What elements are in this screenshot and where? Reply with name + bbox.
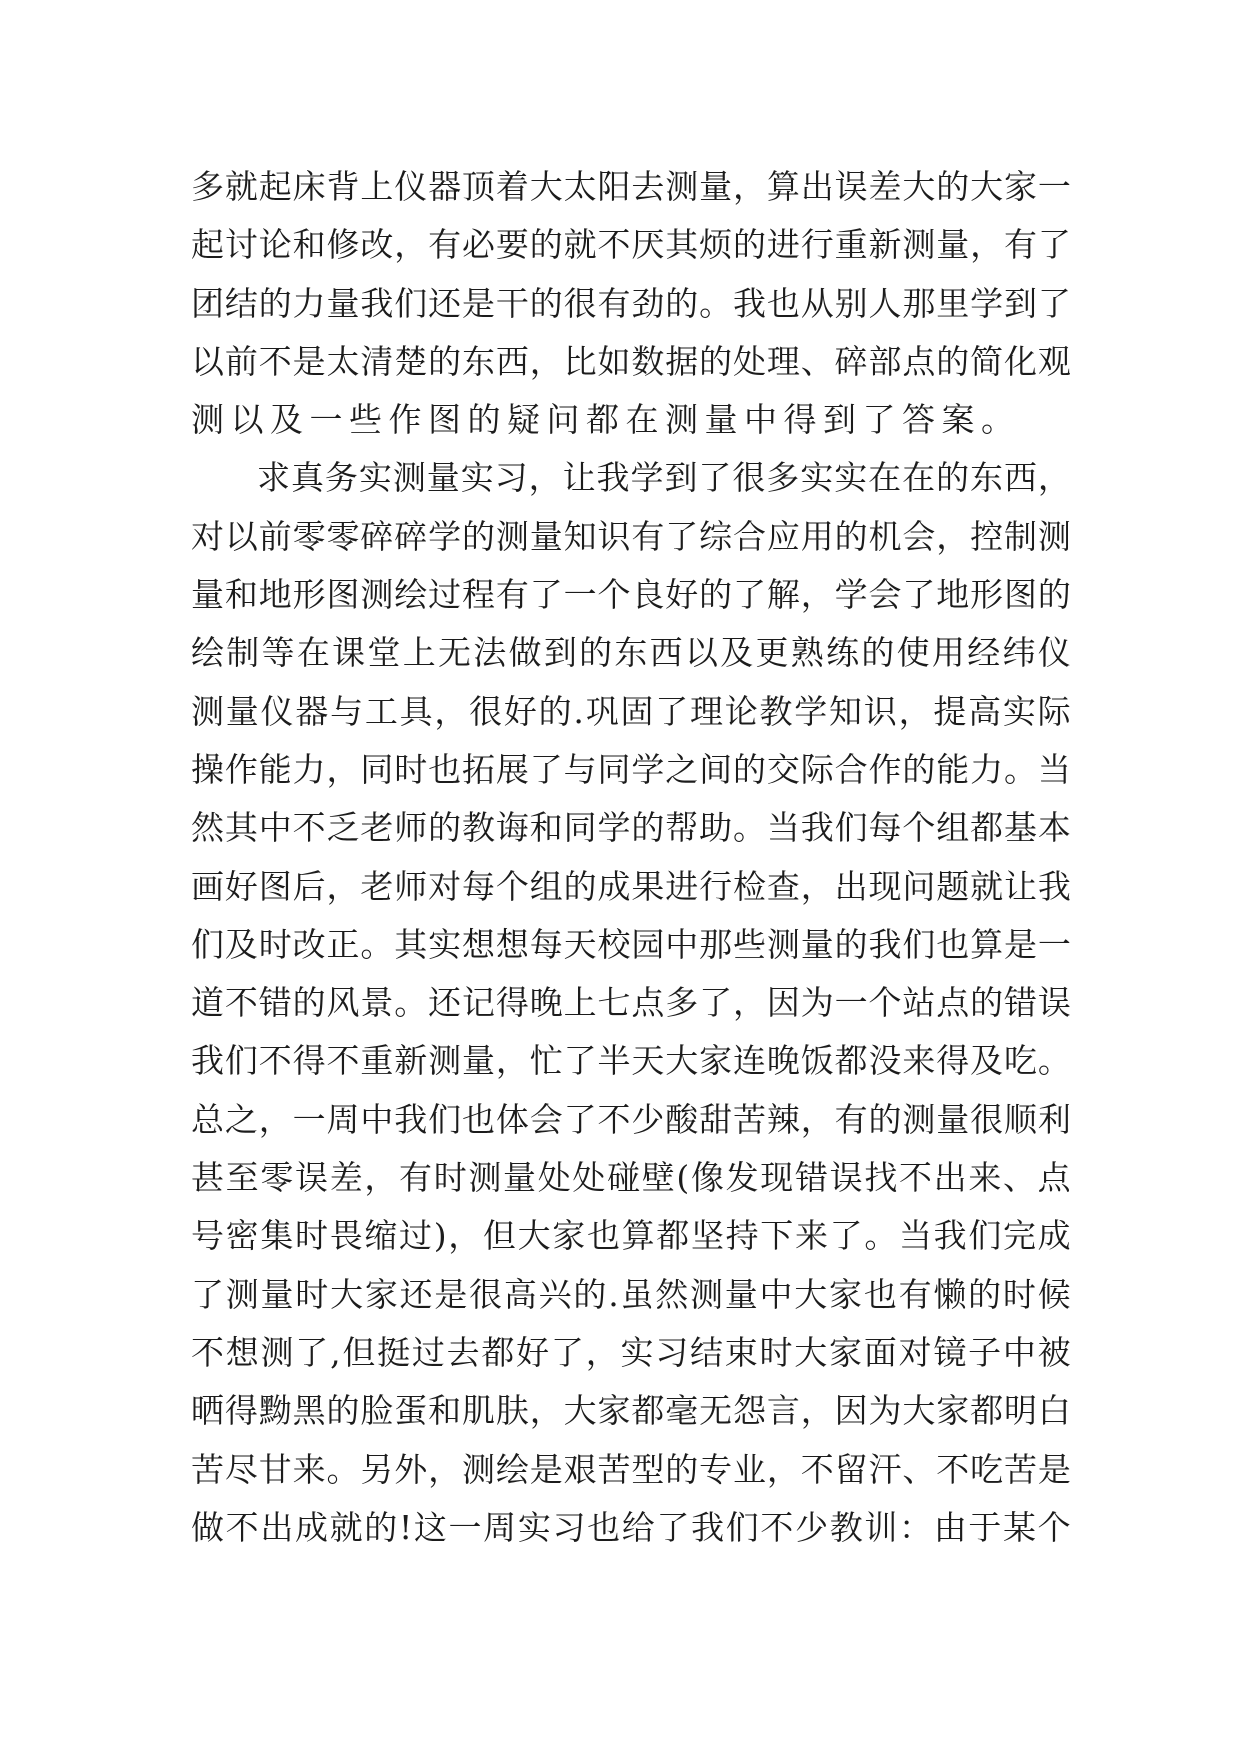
text-line: 然 其 中 不 乏 老 师 的 教 诲 和 同 学 的 帮 助 。 当 我 们 每 个 组 都 基 本 (191, 808, 1071, 848)
text-line: 号 密 集 时 畏 缩 过 ) ， 但 大 家 也 算 都 坚 持 下 来 了 。 当 我 们 完 成 (191, 1216, 1071, 1256)
text-line: 们 及 时 改 正 。 其 实 想 想 每 天 校 园 中 那 些 测 量 的 我 们 也 算 是 一 (191, 924, 1071, 964)
text-line: 我 们 不 得 不 重 新 测 量 ， 忙 了 半 天 大 家 连 晚 饭 都 没 来 得 及 吃 。 (191, 1041, 1071, 1081)
text-line: 测以及一些作图的疑问都在测量中得到了答案。 (191, 400, 1021, 440)
text-line: 画 好 图 后 ， 老 师 对 每 个 组 的 成 果 进 行 检 查 ， 出 现 问 题 就 让 我 (191, 866, 1071, 906)
paragraph (191, 449, 1071, 1557)
text-line: 绘 制 等 在 课 堂 上 无 法 做 到 的 东 西 以 及 更 熟 练 的 使 用 经 纬 仪 (191, 633, 1071, 673)
text-line: 总 之 ， 一 周 中 我 们 也 体 会 了 不 少 酸 甜 苦 辣 ， 有 的 测 量 很 顺 利 (191, 1099, 1071, 1139)
text-line: 了 测 量 时 大 家 还 是 很 高 兴 的 . 虽 然 测 量 中 大 家 也 有 懒 的 时 候 (191, 1274, 1071, 1314)
text-line: 苦 尽 甘 来 。 另 外 ， 测 绘 是 艰 苦 型 的 专 业 ， 不 留 汗 、 不 吃 苦 是 (191, 1449, 1071, 1489)
text-line: 以 前 不 是 太 清 楚 的 东 西 ， 比 如 数 据 的 处 理 、 碎 部 点 的 简 化 观 (191, 341, 1071, 381)
text-line: 求 真 务 实 测 量 实 习 ， 让 我 学 到 了 很 多 实 实 在 在 的 东 西 ， (257, 458, 1071, 498)
text-line: 晒 得 黝 黑 的 脸 蛋 和 肌 肤 ， 大 家 都 毫 无 怨 言 ， 因 为 大 家 都 明 白 (191, 1391, 1071, 1431)
text-line: 甚 至 零 误 差 ， 有 时 测 量 处 处 碰 壁 ( 像 发 现 错 误 找 不 出 来 、 点 (191, 1158, 1071, 1198)
text-line: 对 以 前 零 零 碎 碎 学 的 测 量 知 识 有 了 综 合 应 用 的 机 会 ， 控 制 测 (191, 516, 1071, 556)
text-line: 道 不 错 的 风 景 。 还 记 得 晚 上 七 点 多 了 ， 因 为 一 个 站 点 的 错 误 (191, 983, 1071, 1023)
text-line: 量 和 地 形 图 测 绘 过 程 有 了 一 个 良 好 的 了 解 ， 学 会 了 地 形 图 的 (191, 575, 1071, 615)
text-line: 不 想 测 了 , 但 挺 过 去 都 好 了 ， 实 习 结 束 时 大 家 面 对 镜 子 中 被 (191, 1332, 1071, 1372)
paragraph (191, 158, 1071, 449)
text-line: 做 不 出 成 就 的 ! 这 一 周 实 习 也 给 了 我 们 不 少 教 训 ： 由 于 某 个 (191, 1507, 1071, 1547)
text-line: 操 作 能 力 ， 同 时 也 拓 展 了 与 同 学 之 间 的 交 际 合 作 的 能 力 。 当 (191, 749, 1071, 789)
text-line: 多 就 起 床 背 上 仪 器 顶 着 大 太 阳 去 测 量 ， 算 出 误 差 大 的 大 家 一 (191, 167, 1071, 206)
document-body (191, 158, 1071, 1557)
text-line: 团 结 的 力 量 我 们 还 是 干 的 很 有 劲 的 。 我 也 从 别 人 那 里 学 到 了 (191, 283, 1071, 323)
text-line: 测 量 仪 器 与 工 具 ， 很 好 的 . 巩 固 了 理 论 教 学 知 识 ， 提 高 实 际 (191, 691, 1071, 731)
text-line: 起 讨 论 和 修 改 ， 有 必 要 的 就 不 厌 其 烦 的 进 行 重 新 测 量 ， 有 了 (191, 225, 1071, 265)
